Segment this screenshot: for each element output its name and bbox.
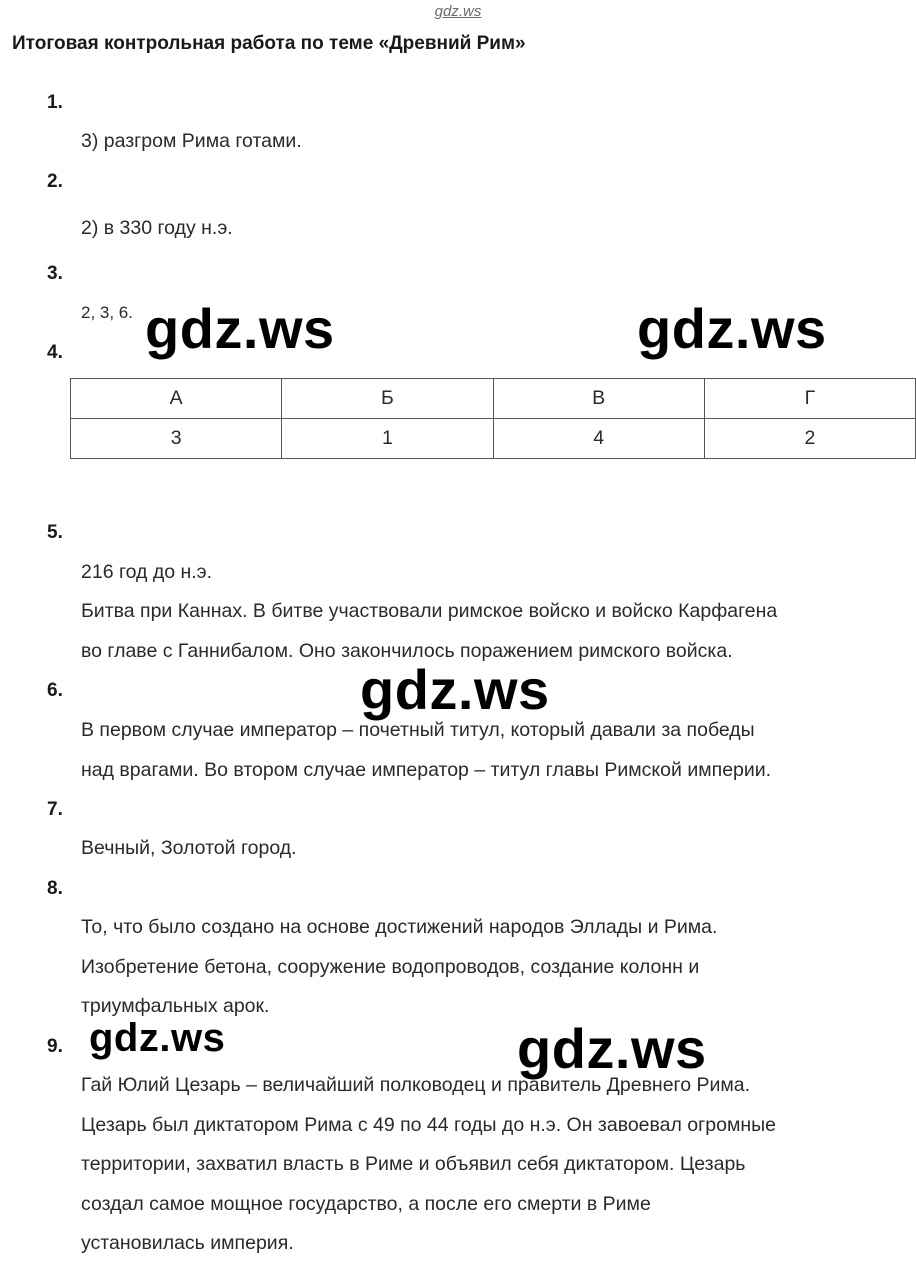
answer-5-line-3: во главе с Ганнибалом. Оно закончилось поражением римского войска. <box>81 640 733 662</box>
table-cell: 4 <box>493 419 704 459</box>
table-header-row <box>71 379 916 419</box>
watermark: gdz.ws <box>517 1017 707 1080</box>
answer-1-line-1: 3) разгром Рима готами. <box>81 130 302 152</box>
answer-3-line-1: 2, 3, 6. <box>81 303 133 322</box>
answer-9-line-2: Цезарь был диктатором Рима с 49 по 44 годы до н.э. Он завоевал огромные <box>81 1114 776 1136</box>
table-cell: Г <box>704 379 915 419</box>
question-number-8: 8. <box>47 878 63 899</box>
question-number-2: 2. <box>47 171 63 192</box>
answer-9-line-4: создал самое мощное государство, а после его смерти в Риме <box>81 1193 651 1215</box>
question-number-9: 9. <box>47 1036 63 1057</box>
answer-6-line-2: над врагами. Во втором случае император – титул главы Римской империи. <box>81 759 772 781</box>
answer-8-line-1: То, что было создано на основе достижений народов Эллады и Рима. <box>81 916 718 938</box>
answer-9-line-3: территории, захватил власть в Риме и объявил себя диктатором. Цезарь <box>81 1153 746 1175</box>
matching-table <box>70 378 916 459</box>
watermark: gdz.ws <box>637 297 827 360</box>
question-number-7: 7. <box>47 799 63 820</box>
question-number-4: 4. <box>47 342 63 363</box>
answer-2-line-1: 2) в 330 году н.э. <box>81 217 233 239</box>
table-cell: Б <box>282 379 493 419</box>
table-cell: 3 <box>71 419 282 459</box>
answer-9-line-1: Гай Юлий Цезарь – величайший полководец и правитель Древнего Рима. <box>81 1074 751 1096</box>
watermark: gdz.ws <box>89 1016 226 1060</box>
answer-6-line-1: В первом случае император – почетный титул, который давали за победы <box>81 719 755 741</box>
question-number-6: 6. <box>47 680 63 701</box>
table-cell: В <box>493 379 704 419</box>
answer-5-line-2: Битва при Каннах. В битве участвовали римское войско и войско Карфагена <box>81 600 778 622</box>
question-number-1: 1. <box>47 92 63 113</box>
answer-9-line-5: установилась империя. <box>81 1232 294 1254</box>
answer-5-line-1: 216 год до н.э. <box>81 561 213 583</box>
watermark: gdz.ws <box>145 297 335 360</box>
answer-8-line-3: триумфальных арок. <box>81 995 270 1017</box>
table-row <box>71 419 916 459</box>
watermark: gdz.ws <box>360 658 550 721</box>
answer-8-line-2: Изобретение бетона, сооружение водопроводов, создание колонн и <box>81 956 700 978</box>
table-cell: 2 <box>704 419 915 459</box>
answer-7-line-1: Вечный, Золотой город. <box>81 837 297 859</box>
page-title: Итоговая контрольная работа по теме «Древний Рим» <box>12 33 526 54</box>
table-cell: А <box>71 379 282 419</box>
top-watermark-link: gdz.ws <box>434 3 482 20</box>
question-number-3: 3. <box>47 263 63 284</box>
question-number-5: 5. <box>47 522 63 543</box>
table-cell: 1 <box>282 419 493 459</box>
